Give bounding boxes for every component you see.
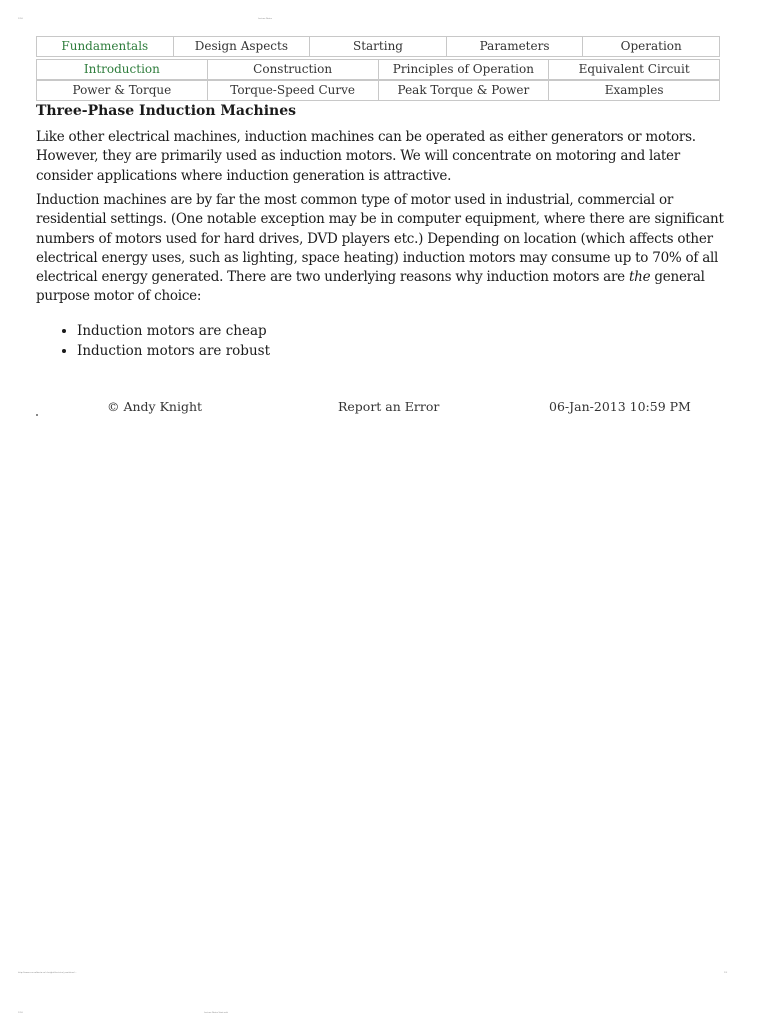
- list-item: • Induction motors are cheap: [77, 322, 270, 342]
- nav-row-subtopics-2: [36, 80, 720, 101]
- nav-tab-peak-torque-power[interactable]: Peak Torque & Power: [378, 81, 549, 101]
- timestamp: 06-Jan-2013 10:59 PM: [549, 399, 691, 414]
- nav-tab-parameters[interactable]: Parameters: [446, 37, 583, 57]
- nav-tab-equivalent-circuit[interactable]: Equivalent Circuit: [549, 60, 720, 80]
- nav-tab-power-torque[interactable]: Power & Torque: [37, 81, 208, 101]
- print-footer-center: Lecture Notes Start.mht: [204, 1012, 229, 1014]
- intro-paragraph: Like other electrical machines, induction machines can be operated as either generators or motors. However, they are primarily used as induction motors. We will concentrate on motoring and later consider applications where induction generation is attractive.: [36, 129, 696, 184]
- print-header-left: 1/14: [18, 18, 23, 20]
- list-item: • Induction motors are robust: [77, 342, 270, 362]
- copyright-text: © Andy Knight: [107, 399, 203, 414]
- print-footer-left: 1/14: [18, 1012, 23, 1014]
- nav-tab-design-aspects[interactable]: Design Aspects: [173, 37, 310, 57]
- print-header-center: Lecture Notes: [258, 18, 272, 20]
- print-footer-url: http://www.ece.ualberta.ca/~knight/electrical_machines/...: [18, 972, 77, 974]
- nav-tab-torque-speed-curve[interactable]: Torque-Speed Curve: [207, 81, 378, 101]
- nav-row-topics: [36, 36, 720, 57]
- usage-text-end: general purpose motor of choice:: [36, 269, 705, 305]
- usage-paragraph: [36, 191, 726, 307]
- report-error-link[interactable]: Report an Error: [338, 399, 440, 414]
- usage-text-emphasis: the: [628, 269, 651, 286]
- print-footer-page: 1/2: [724, 972, 728, 974]
- nav-tab-operation[interactable]: Operation: [583, 37, 720, 57]
- nav-tab-construction[interactable]: Construction: [207, 60, 378, 80]
- footer-dot: [36, 414, 38, 416]
- nav-tab-starting[interactable]: Starting: [310, 37, 447, 57]
- nav-tab-introduction[interactable]: Introduction: [37, 60, 208, 80]
- reasons-list: [36, 322, 270, 361]
- usage-text-start: Induction machines are by far the most common type of motor used in industrial, commercial or residential settings. (One notable exception may be in computer equipment, where there are significant numbers of motors used for hard drives, DVD players etc.) Depending on location (which affects other electrical energy uses, such as lighting, space heating) induction motors may consume up to 70% of all electrical energy generated. There are two underlying reasons why induction motors are: [36, 192, 724, 286]
- page-title: Three-Phase Induction Machines: [36, 103, 296, 119]
- nav-tab-examples[interactable]: Examples: [549, 81, 720, 101]
- nav-tab-principles-of-operation[interactable]: Principles of Operation: [378, 60, 549, 80]
- nav-tab-fundamentals[interactable]: Fundamentals: [37, 37, 174, 57]
- nav-row-subtopics-1: [36, 59, 720, 80]
